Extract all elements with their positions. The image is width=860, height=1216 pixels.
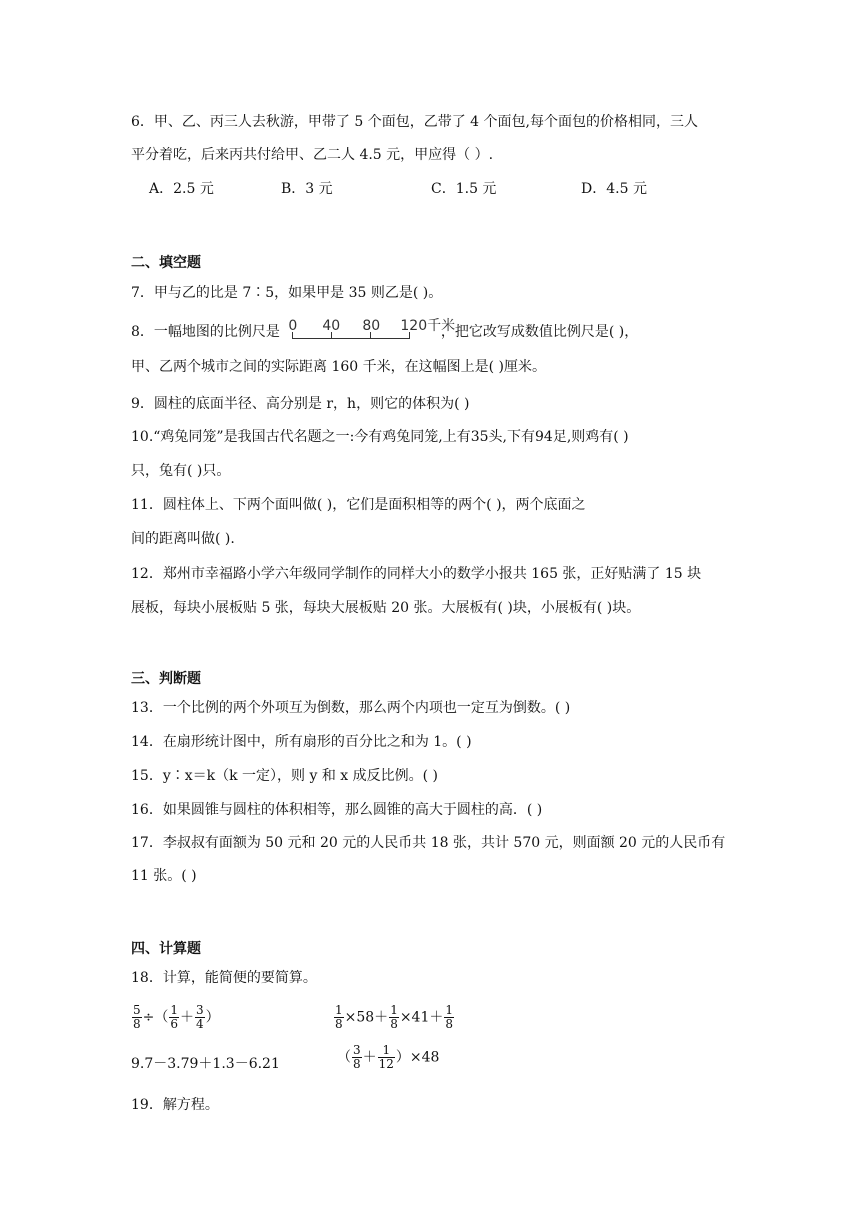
fraction: $\frac{3}{4}$ <box>196 1003 204 1031</box>
map-scale-bar <box>286 318 456 346</box>
option-c: C．1.5 元 <box>431 181 497 197</box>
expression-3: 9.7－3.79＋1.3－6.21 <box>131 1056 280 1072</box>
question-18-title: 18．计算，能简便的要简算。 <box>131 970 317 986</box>
question-12-line-2: 展板，每块小展板贴 5 张，每块大展板贴 20 张。大展板有( )块，小展板有( )块。 <box>131 600 641 616</box>
scale-label-0: 0 <box>288 318 298 334</box>
question-19: 19．解方程。 <box>131 1097 219 1113</box>
fraction: $\frac{3}{8}$ <box>353 1043 361 1071</box>
question-15: 15．y∶x＝k（k 一定），则 y 和 x 成反比例。( ) <box>131 768 439 784</box>
question-8-line-2: 甲、乙两个城市之间的实际距离 160 千米，在这幅图上是( )厘米。 <box>131 359 546 375</box>
question-8-prefix: 8．一幅地图的比例尺是 <box>131 324 280 340</box>
question-7: 7．甲与乙的比是 7∶5，如果甲是 35 则乙是( )。 <box>131 285 443 301</box>
question-11-line-1: 11．圆柱体上、下两个面叫做( )，它们是面积相等的两个( )，两个底面之 <box>131 497 586 513</box>
option-d: D．4.5 元 <box>581 181 647 197</box>
fraction: $\frac{1}{8}$ <box>390 1003 398 1031</box>
question-8-suffix: ，把它改写成数值比例尺是( )， <box>440 324 639 340</box>
scale-line <box>292 338 410 339</box>
scale-label-40: 40 <box>322 318 341 334</box>
question-10-line-2: 只，兔有( )只。 <box>131 463 231 479</box>
question-14: 14．在扇形统计图中，所有扇形的百分比之和为 1。( ) <box>131 734 472 750</box>
section-title-fill-in: 二、填空题 <box>131 255 201 271</box>
section-title-calculation: 四、计算题 <box>131 941 201 957</box>
expression-4: （ $\frac{3}{8}$ ＋ $\frac{1}{12}$ ）×48 <box>337 1043 440 1071</box>
question-9: 9．圆柱的底面半径、高分别是 r，h，则它的体积为( ) <box>131 396 470 412</box>
question-6-line-2: 平分着吃，后来丙共付给甲、乙二人 4.5 元，甲应得（ ）. <box>131 147 494 163</box>
fraction: $\frac{1}{6}$ <box>170 1003 179 1031</box>
section-title-true-false: 三、判断题 <box>131 671 201 687</box>
fraction: $\frac{1}{12}$ <box>378 1043 394 1071</box>
expression-1: $\frac{5}{8}$ ÷（ $\frac{1}{6}$ ＋ $\frac{3}{4}$ ） <box>133 1003 220 1031</box>
question-16: 16．如果圆锥与圆柱的体积相等，那么圆锥的高大于圆柱的高．( ) <box>131 802 543 818</box>
option-b: B．3 元 <box>281 181 333 197</box>
scale-tick <box>331 332 332 339</box>
question-12-line-1: 12．郑州市幸福路小学六年级同学制作的同样大小的数学小报共 165 张，正好贴满了 15 块 <box>131 566 702 582</box>
option-a: A．2.5 元 <box>149 181 214 197</box>
question-13: 13．一个比例的两个外项互为倒数，那么两个内项也一定互为倒数。( ) <box>131 700 571 716</box>
scale-tick <box>370 332 371 339</box>
question-10-line-1: 10.“鸡兔同笼”是我国古代名题之一:今有鸡兔同笼,上有35头,下有94足,则鸡有( ) <box>131 429 629 445</box>
question-11-line-2: 间的距离叫做( ). <box>131 531 235 547</box>
scale-tick <box>292 332 293 339</box>
fraction: $\frac{1}{8}$ <box>335 1003 343 1031</box>
scale-tick <box>409 332 410 339</box>
expression-2: $\frac{1}{8}$ ×58＋ $\frac{1}{8}$ ×41＋ $\frac{1}{8}$ <box>335 1003 454 1031</box>
question-6-line-1: 6．甲、乙、丙三人去秋游，甲带了 5 个面包，乙带了 4 个面包,每个面包的价格相同，三人 <box>131 114 698 130</box>
question-8-line-1 <box>131 318 638 346</box>
question-17-line-2: 11 张。( ) <box>131 868 197 884</box>
fraction: $\frac{5}{8}$ <box>133 1003 141 1031</box>
scale-label-120: 120千米 <box>400 318 456 334</box>
question-17-line-1: 17．李叔叔有面额为 50 元和 20 元的人民币共 18 张，共计 570 元，则面额 20 元的人民币有 <box>131 835 726 851</box>
fraction: $\frac{1}{8}$ <box>445 1003 454 1031</box>
scale-label-80: 80 <box>362 318 381 334</box>
